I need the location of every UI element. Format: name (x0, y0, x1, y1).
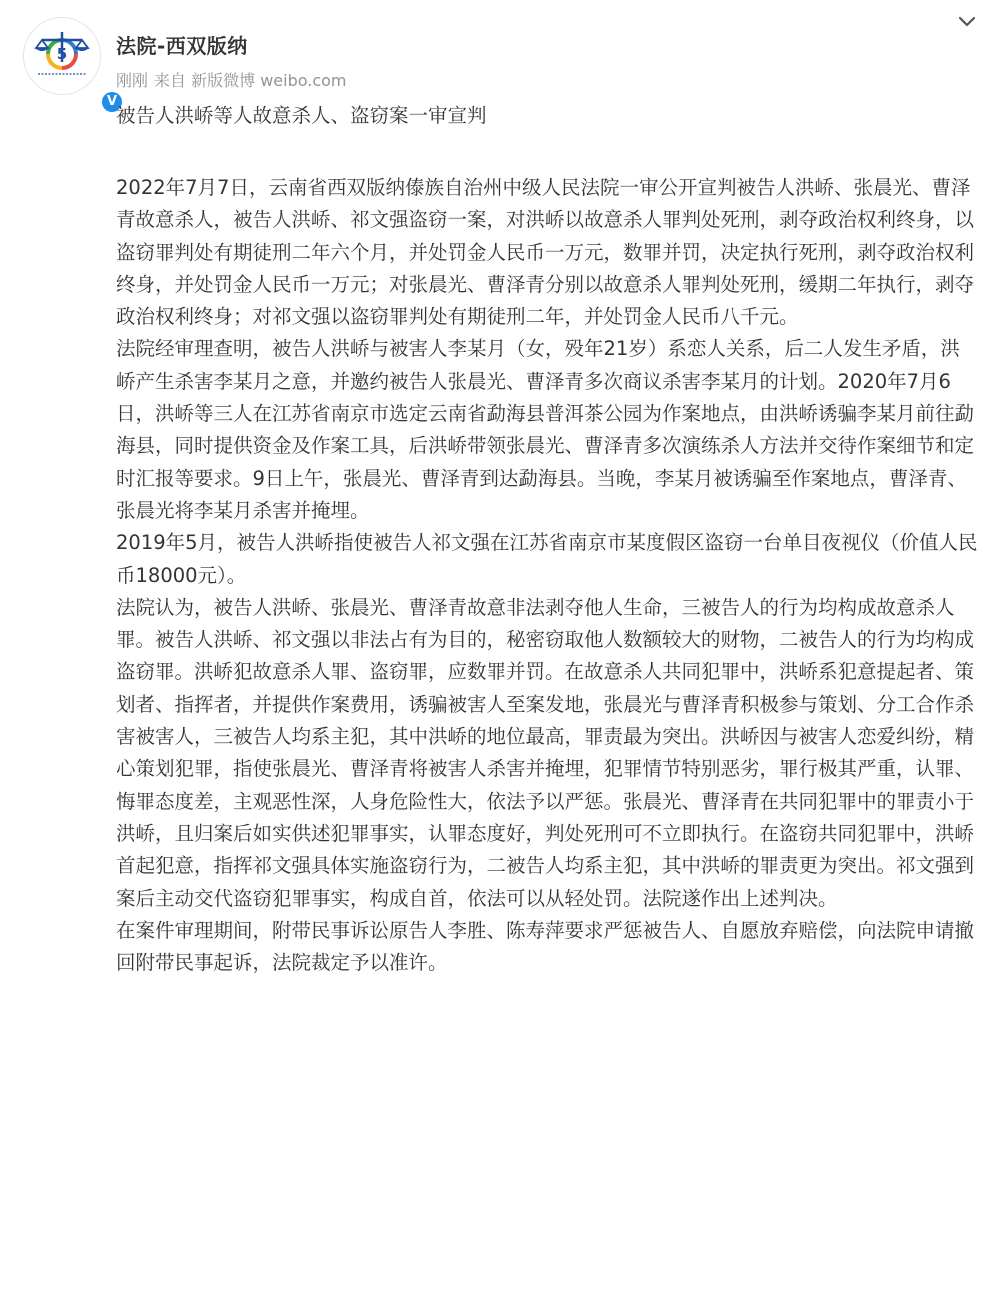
chevron-down-icon (953, 8, 981, 36)
paragraph-facts: 法院经审理查明，被告人洪峤与被害人李某月（女，殁年21岁）系恋人关系，后二人发生矛盾，洪峤产生杀害李某月之意，并邀约被告人张晨光、曹泽青多次商议杀害李某月的计划。2020年7月6日，洪峤等三人在江苏省南京市选定云南省勐海县普洱茶公园为作案地点，由洪峤诱骗李某月前往勐海县，同时提供资金及作案工具，后洪峤带领张晨光、曹泽青多次演练杀人方法并交待作案细节和定时汇报等要求。9日上午，张晨光、曹泽青到达勐海县。当晚，李某月被诱骗至作案地点，曹泽青、张晨光将李某月杀害并掩埋。 (116, 337, 975, 522)
post-menu-button[interactable] (953, 8, 981, 36)
paragraph-theft: 2019年5月，被告人洪峤指使被告人祁文强在江苏省南京市某度假区盗窃一台单目夜视仪（价值人民币18000元）。 (116, 531, 978, 587)
avatar[interactable] (24, 18, 118, 109)
verified-badge-icon: V (102, 92, 122, 112)
svg-text:5: 5 (56, 45, 68, 63)
post-body (116, 172, 978, 979)
paragraph-verdict: 2022年7月7日，云南省西双版纳傣族自治州中级人民法院一审公开宣判被告人洪峤、张晨光、曹泽青故意杀人，被告人洪峤、祁文强盗窃一案，对洪峤以故意杀人罪判处死刑，剥夺政治权利终身，以盗窃罪判处有期徒刑二年六个月，并处罚金人民币一万元，数罪并罚，决定执行死刑，剥夺政治权利终身，并处罚金人民币一万元；对张晨光、曹泽青分别以故意杀人罪判处死刑，缓期二年执行，剥夺政治权利终身；对祁文强以盗窃罪判处有期徒刑二年，并处罚金人民币八千元。 (116, 176, 975, 329)
paragraph-civil-suit: 在案件审理期间，附带民事诉讼原告人李胜、陈寿萍要求严惩被告人、自愿放弃赔偿，向法院申请撤回附带民事起诉，法院裁定予以准许。 (116, 918, 975, 975)
post-time[interactable]: 刚刚 (116, 71, 149, 90)
post-headline: 被告人洪峤等人故意杀人、盗窃案一审宣判 (116, 104, 487, 127)
author-name[interactable]: 法院-西双版纳 (116, 34, 248, 58)
post-source: 来自 新版微博 weibo.com (154, 71, 347, 90)
paragraph-court-opinion: 法院认为，被告人洪峤、张晨光、曹泽青故意非法剥夺他人生命，三被告人的行为均构成故意杀人罪。被告人洪峤、祁文强以非法占有为目的，秘密窃取他人数额较大的财物，二被告人的行为均构成盗窃罪。洪峤犯故意杀人罪、盗窃罪，应数罪并罚。在故意杀人共同犯罪中，洪峤系犯意提起者、策划者、指挥者，并提供作案费用，诱骗被害人至案发地，张晨光与曹泽青积极参与策划、分工合作杀害被害人，三被告人均系主犯，其中洪峤的地位最高，罪责最为突出。洪峤因与被害人恋爱纠纷，精心策划犯罪，指使张晨光、曹泽青将被害人杀害并掩埋，犯罪情节特别恶劣，罪行极其严重，认罪、悔罪态度差，主观恶性深，人身危险性大，依法予以严惩。张晨光、曹泽青在共同犯罪中的罪责小于洪峤，且归案后如实供述犯罪事实，认罪态度好，判处死刑可不立即执行。在盗窃共同犯罪中，洪峤首起犯意，指挥祁文强具体实施盗窃行为，二被告人均系主犯，其中洪峤的罪责更为突出。祁文强到案后主动交代盗窃犯罪事实，构成自首，依法可以从轻处罚。法院遂作出上述判决。 (116, 595, 975, 910)
post-meta (116, 68, 353, 91)
court-logo-icon (24, 18, 100, 94)
